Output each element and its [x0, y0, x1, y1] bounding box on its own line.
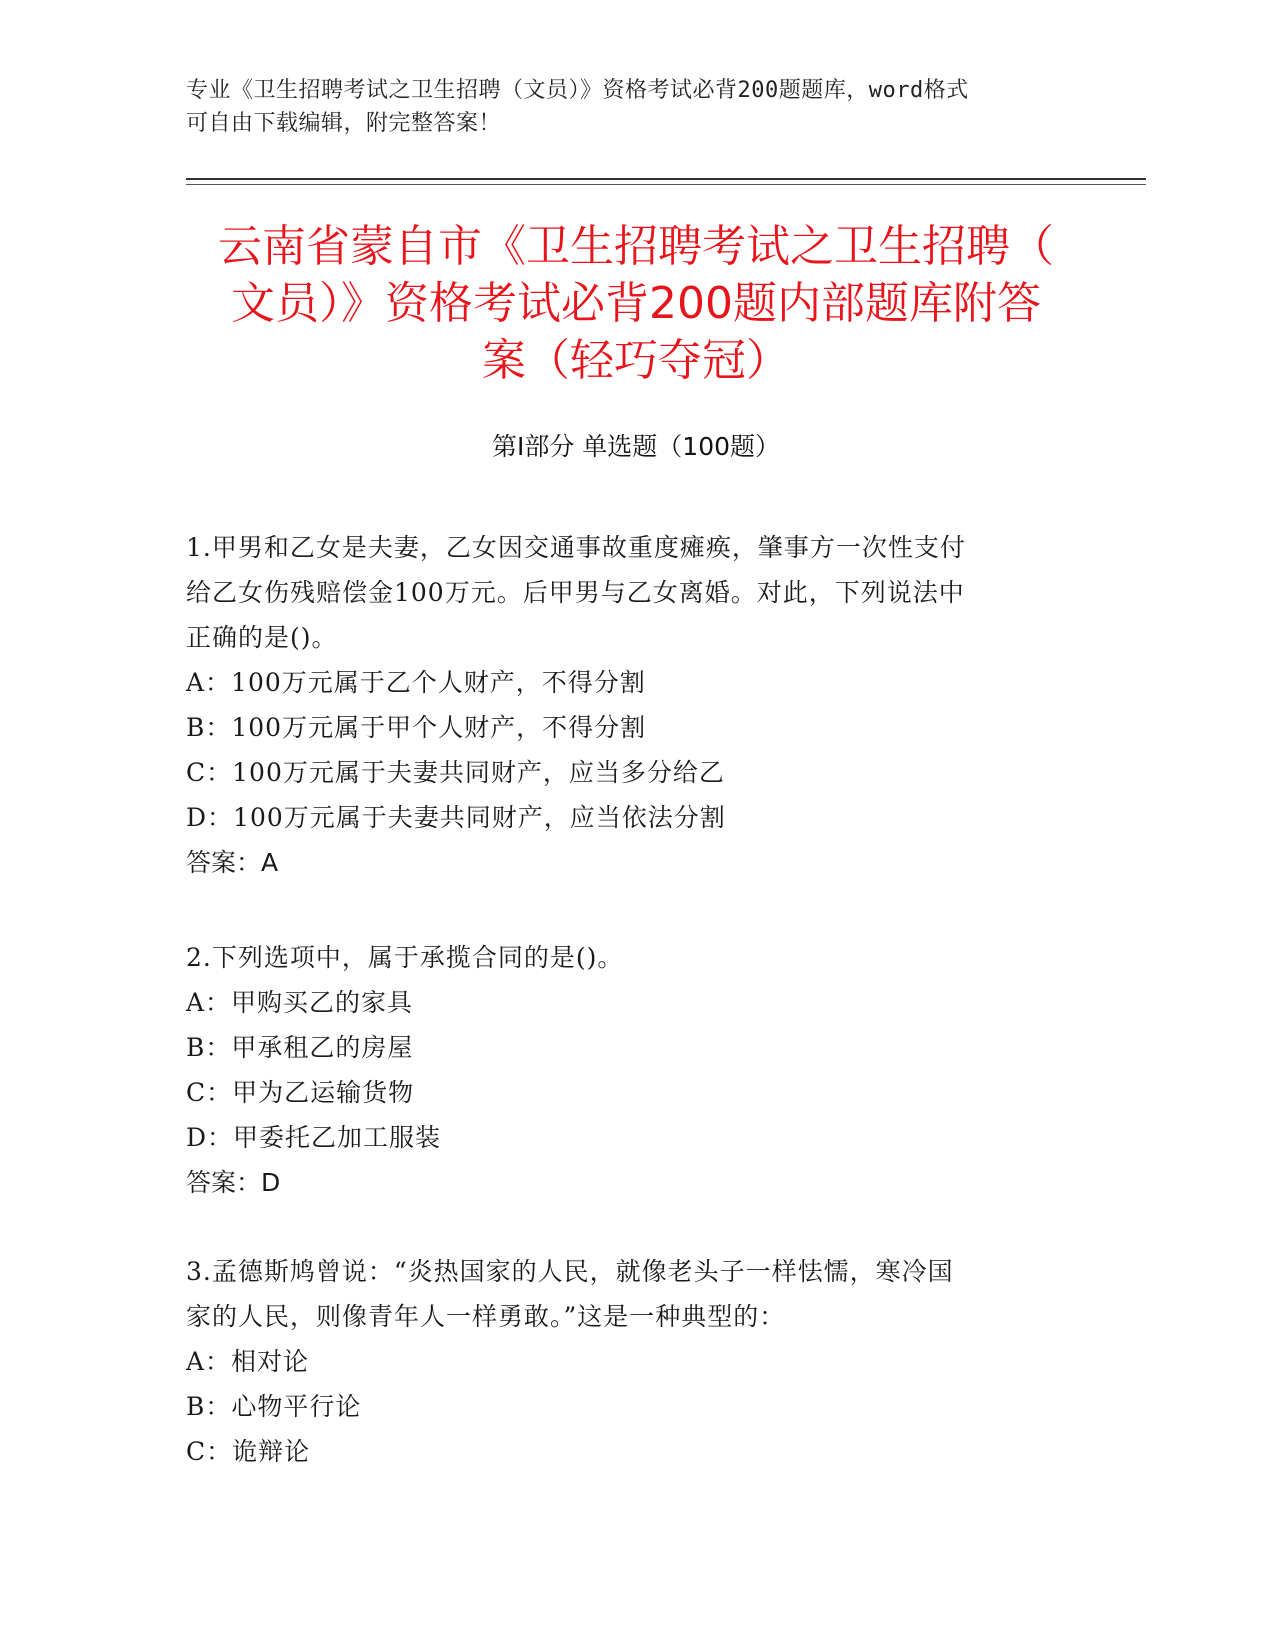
question-item — [186, 1249, 1066, 1474]
header-note-line-2: 可自由下载编辑，附完整答案！ — [186, 111, 502, 136]
option-a: A：甲购买乙的家具 — [186, 988, 414, 1017]
question-stem-line: 家的人民，则像青年人一样勇敢。”这是一种典型的： — [186, 1302, 786, 1331]
option-a: A：100万元属于乙个人财产，不得分割 — [186, 668, 646, 697]
header-note-line-1: 专业《卫生招聘考试之卫生招聘（文员）》资格考试必背200题题库，word格式 — [186, 78, 969, 103]
document-title — [186, 218, 1086, 389]
question-stem-line: 2.下列选项中，属于承揽合同的是()。 — [186, 943, 624, 972]
option-d: D：甲委托乙加工服装 — [186, 1123, 442, 1152]
header-divider-thick — [186, 178, 1146, 180]
document-title-line-2: 文员）》资格考试必背200题内部题库附答 — [231, 278, 1041, 329]
question-stem-line: 1.甲男和乙女是夫妻，乙女因交通事故重度瘫痪，肇事方一次性支付 — [186, 533, 966, 562]
document-title-line-3: 案（轻巧夺冠） — [482, 335, 790, 386]
answer-line: 答案：D — [186, 1168, 281, 1197]
option-c: C：甲为乙运输货物 — [186, 1078, 415, 1107]
document-title-line-1: 云南省蒙自市《卫生招聘考试之卫生招聘（ — [218, 221, 1054, 272]
question-item — [186, 525, 1066, 885]
option-b: B：100万元属于甲个人财产，不得分割 — [186, 713, 647, 742]
question-stem — [186, 935, 1066, 980]
question-stem-line: 给乙女伤残赔偿金100万元。后甲男与乙女离婚。对此，下列说法中 — [186, 578, 965, 607]
question-item — [186, 935, 1066, 1205]
question-stem-line: 3.孟德斯鸠曾说：“炎热国家的人民，就像老头子一样怯懦，寒冷国 — [186, 1257, 954, 1286]
section-heading: 第Ⅰ部分 单选题（100题） — [491, 432, 781, 461]
question-stem — [186, 1249, 1066, 1339]
option-d: D：100万元属于夫妻共同财产，应当依法分割 — [186, 803, 726, 832]
answer-line: 答案：A — [186, 848, 279, 877]
question-stem-line: 正确的是()。 — [186, 623, 338, 652]
option-a: A：相对论 — [186, 1347, 310, 1376]
header-divider-thin — [186, 184, 1146, 185]
option-b: B：甲承租乙的房屋 — [186, 1033, 414, 1062]
question-stem — [186, 525, 1066, 660]
document-header-note — [186, 74, 1066, 140]
option-b: B：心物平行论 — [186, 1392, 362, 1421]
option-c: C：诡辩论 — [186, 1437, 311, 1466]
option-c: C：100万元属于夫妻共同财产，应当多分给乙 — [186, 758, 725, 787]
